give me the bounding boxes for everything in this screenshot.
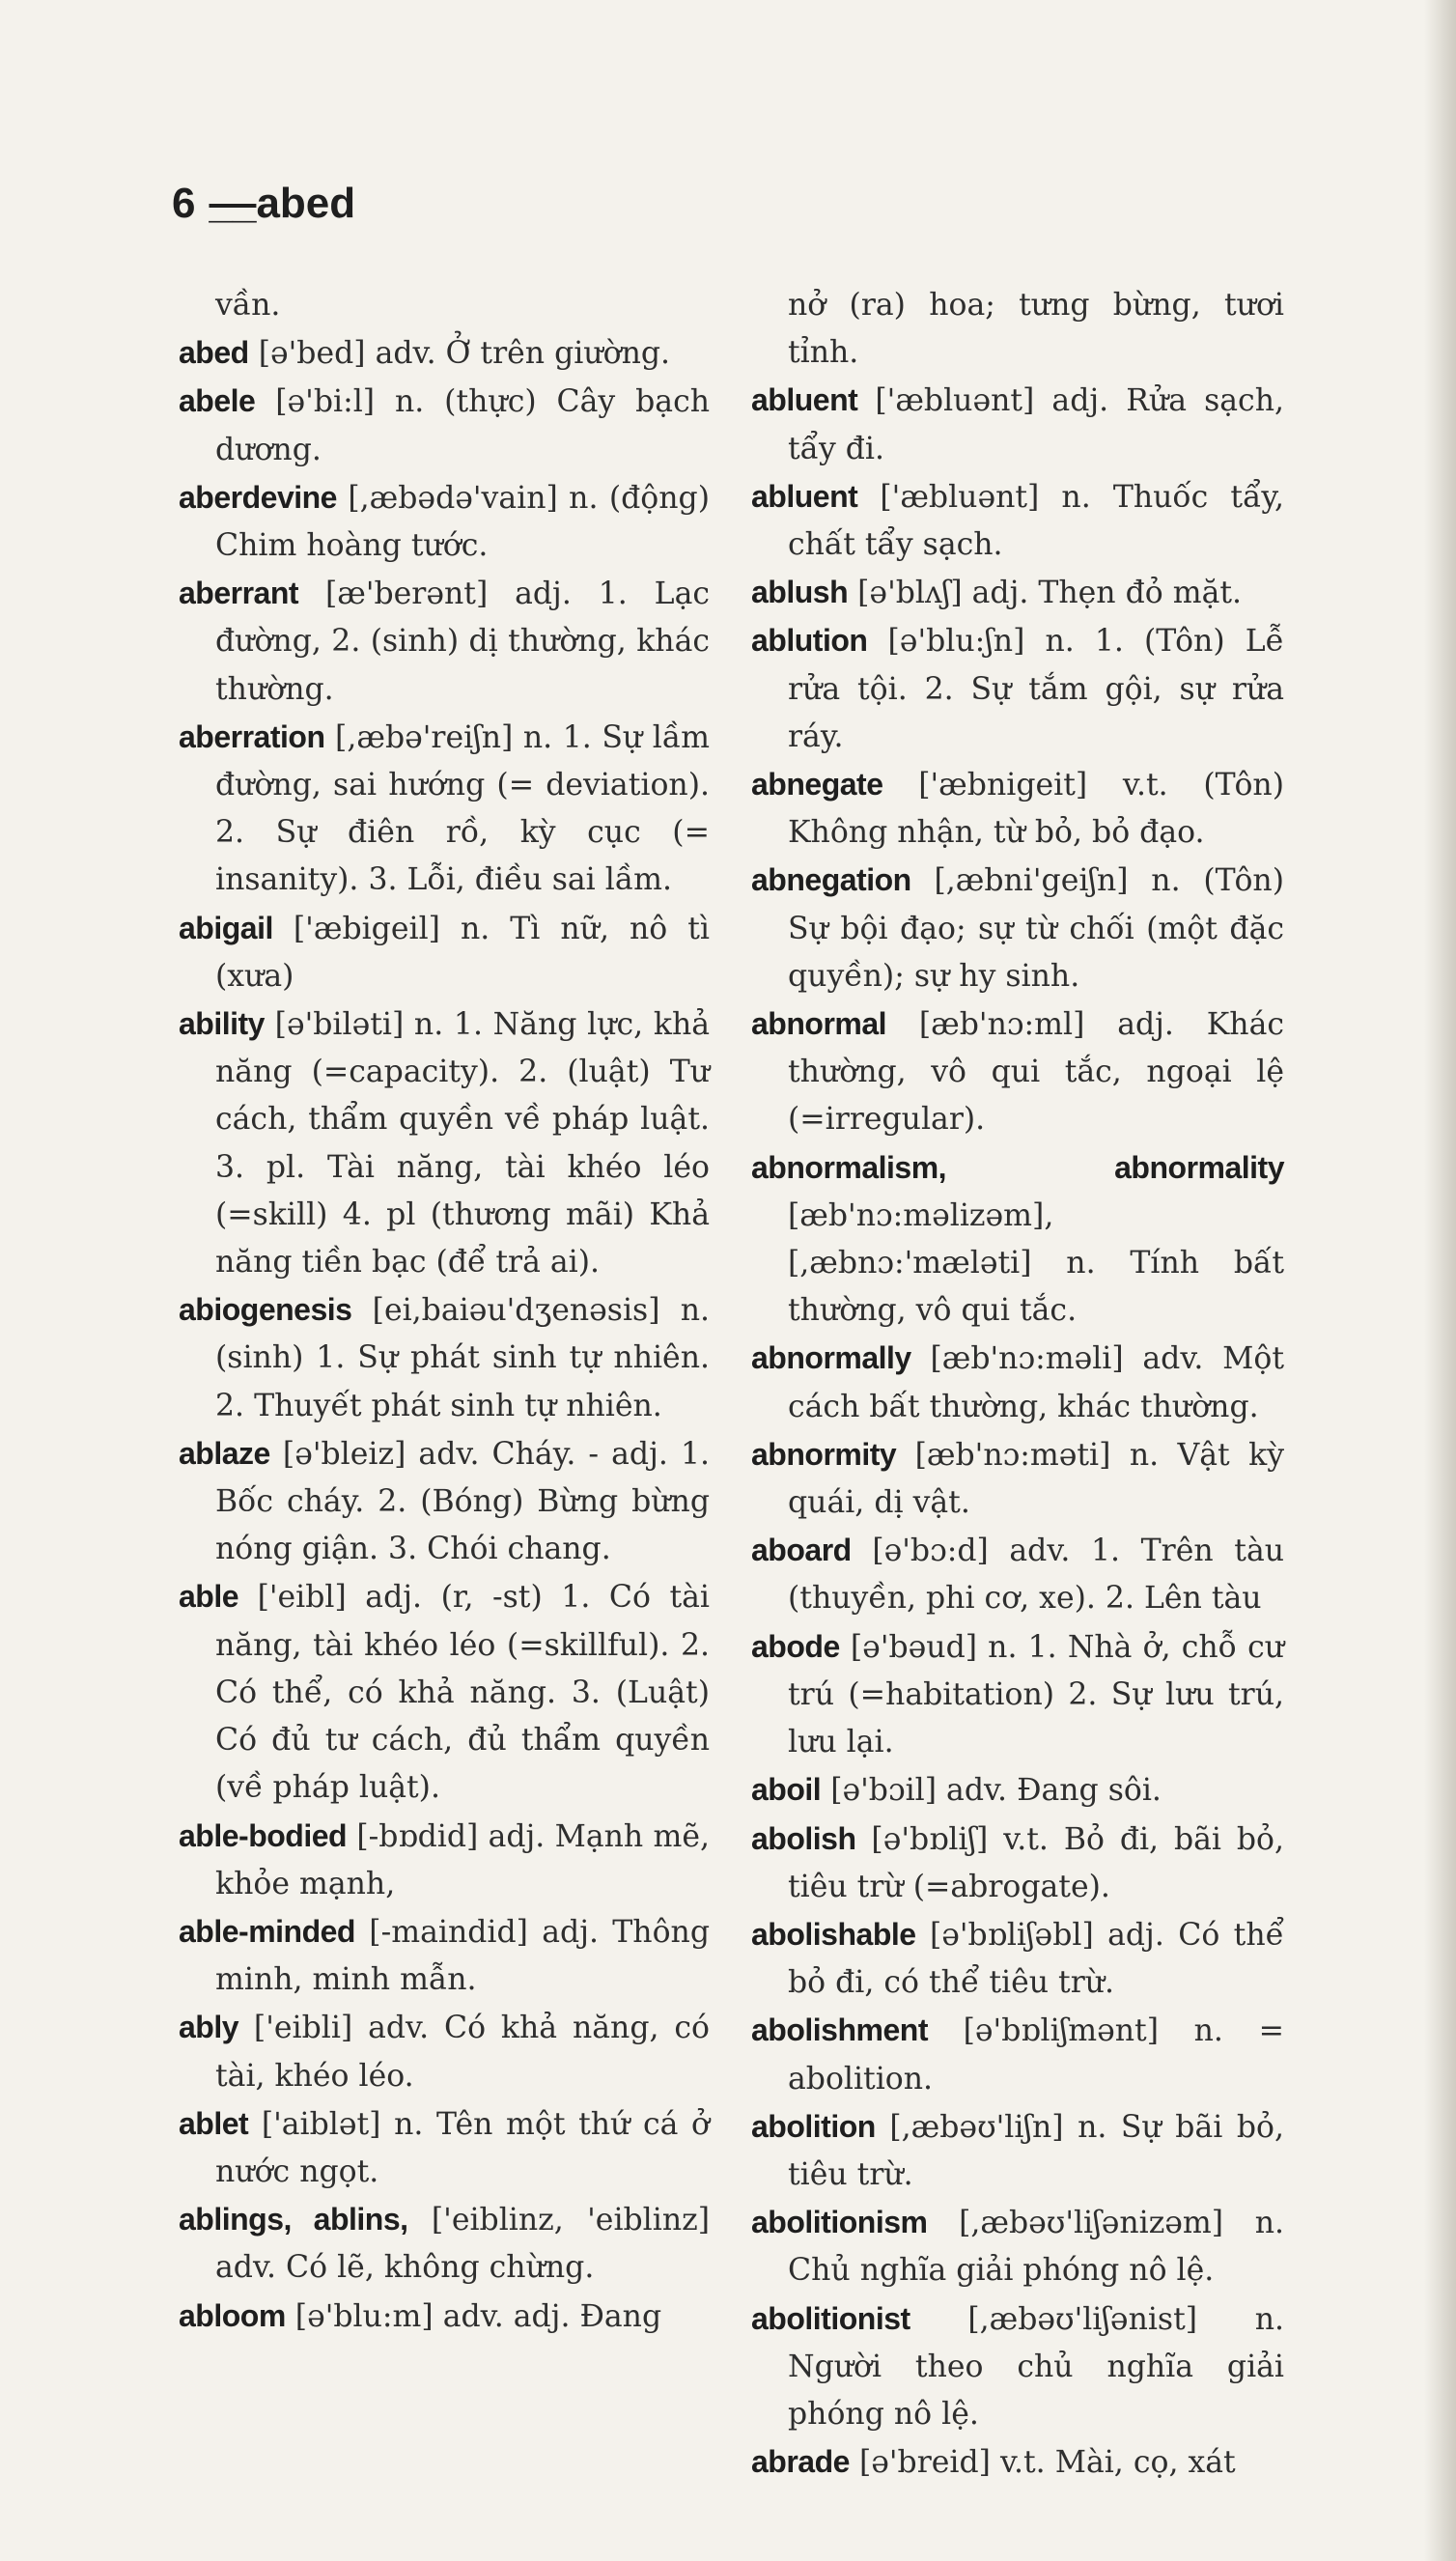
entry-headword: aboard bbox=[751, 1533, 852, 1568]
entry-headword: abloom bbox=[179, 2297, 286, 2333]
entry-headword: abolitionist bbox=[751, 2300, 910, 2336]
entry-definition: [ə'breid] v.t. Mài, cọ, xát bbox=[858, 2445, 1236, 2481]
entry-definition: [ə'bɔil] adv. Đang sôi. bbox=[830, 1773, 1162, 1809]
entry-definition: [,æbədə'vain] n. (động) Chim hoàng tước. bbox=[215, 480, 710, 564]
dictionary-entry bbox=[179, 2100, 710, 2196]
entry-headword: abolitionism bbox=[751, 2205, 928, 2240]
dictionary-entry bbox=[179, 1430, 710, 1574]
dictionary-entry bbox=[179, 329, 710, 378]
dictionary-entry bbox=[751, 1335, 1284, 1430]
entry-definition: [ə'bi:l] n. (thực) Cây bạch dương. bbox=[215, 384, 710, 467]
dictionary-entry bbox=[751, 2438, 1284, 2487]
entry-definition: [ə'bɒliʃmənt] n. = abolition. bbox=[788, 2013, 1284, 2097]
entry-headword: abode bbox=[751, 1628, 840, 1664]
entry-definition: [ə'blʌʃ] adj. Thẹn đỏ mặt. bbox=[857, 576, 1243, 611]
entry-definition: [,æbəʊ'liʃənizəm] n. Chủ nghĩa giải phóng nô lệ. bbox=[788, 2206, 1285, 2289]
dictionary-entry bbox=[179, 2196, 710, 2292]
dictionary-entry bbox=[751, 761, 1284, 857]
dictionary-entry bbox=[179, 1908, 710, 2004]
entry-definition: [æb'nɔ:məti] n. Vật kỳ quái, dị vật. bbox=[788, 1437, 1284, 1521]
dictionary-entry bbox=[179, 905, 710, 1000]
entry-definition: [,æbni'geiʃn] n. (Tôn) Sự bội đạo; sự từ chối (một đặc quyền); sự hy sinh. bbox=[788, 863, 1284, 994]
dictionary-entry bbox=[751, 1000, 1284, 1144]
entry-headword: able bbox=[179, 1579, 239, 1615]
page-header bbox=[172, 180, 355, 228]
entry-headword: ablings, ablins, bbox=[179, 2202, 408, 2237]
entry-definition: [ə'bed] adv. Ở trên giường. bbox=[258, 336, 671, 372]
entry-definition: [ə'bɒliʃəbl] adj. Có thể bỏ đi, có thể tiêu trừ. bbox=[788, 1917, 1284, 2001]
entry-headword: abolish bbox=[751, 1820, 856, 1856]
entry-headword: abnormally bbox=[751, 1340, 911, 1376]
dictionary-entry bbox=[179, 2293, 710, 2341]
entry-definition: [ə'blu:ʃn] n. 1. (Tôn) Lễ rửa tội. 2. Sự tắm gội, sự rửa ráy. bbox=[788, 624, 1285, 754]
entry-definition: [-maindid] adj. Thông minh, minh mẫn. bbox=[215, 1914, 711, 1998]
entry-headword: abluent bbox=[751, 478, 858, 514]
entry-headword: aberration bbox=[179, 718, 325, 754]
entry-headword: ably bbox=[179, 2010, 239, 2045]
entry-definition: [æb'nɔ:məlizəm], [,æbnɔ:'mæləti] n. Tính bất thường, vô qui tắc. bbox=[788, 1197, 1284, 1329]
entry-definition: nở (ra) hoa; tưng bừng, tươi tỉnh. bbox=[788, 288, 1284, 371]
entry-definition: ['æbnigeit] v.t. (Tôn) Không nhận, từ bỏ, bỏ đạo. bbox=[788, 768, 1284, 851]
dictionary-entry bbox=[751, 2199, 1284, 2294]
dictionary-entry bbox=[751, 2007, 1284, 2102]
page-number: 6 bbox=[172, 180, 196, 227]
dictionary-entry bbox=[179, 714, 710, 905]
entry-headword: abnegate bbox=[751, 767, 883, 802]
dictionary-entry bbox=[751, 569, 1284, 617]
entry-headword: ability bbox=[179, 1006, 265, 1042]
entry-headword: abnormal bbox=[751, 1006, 887, 1042]
dictionary-entry bbox=[179, 1813, 710, 1908]
entry-headword: abnormalism, abnormality bbox=[751, 1149, 1284, 1185]
entry-headword: able-bodied bbox=[179, 1817, 348, 1853]
entry-headword: abiogenesis bbox=[179, 1292, 352, 1328]
dictionary-entry bbox=[751, 377, 1284, 472]
entry-headword: ablet bbox=[179, 2105, 249, 2141]
left-column bbox=[179, 282, 710, 2341]
entry-definition: [ə'bleiz] adv. Cháy. - adj. 1. Bốc cháy. 2. (Bóng) Bừng bừng nóng giận. 3. Chói chang. bbox=[215, 1436, 710, 1567]
entry-definition: [æb'nɔ:ml] adj. Khác thường, vô qui tắc, ngoại lệ (=irregular). bbox=[788, 1007, 1284, 1138]
entry-headword: abolishable bbox=[751, 1916, 916, 1952]
entry-headword: ablush bbox=[751, 575, 849, 610]
dictionary-entry bbox=[751, 2295, 1284, 2439]
entry-definition: vần. bbox=[215, 288, 281, 323]
entry-definition: [æ'berənt] adj. 1. Lạc đường, 2. (sinh) dị thường, khác thường. bbox=[215, 577, 710, 707]
entry-definition: [ə'bɔ:d] adv. 1. Trên tàu (thuyền, phi cơ, xe). 2. Lên tàu bbox=[788, 1534, 1285, 1617]
right-column bbox=[751, 282, 1284, 2487]
dictionary-entry bbox=[751, 1911, 1284, 2007]
page-edge-shadow bbox=[1424, 0, 1456, 2561]
entry-definition: ['æbluənt] n. Thuốc tẩy, chất tẩy sạch. bbox=[788, 479, 1284, 563]
entry-headword: abolition bbox=[751, 2108, 876, 2144]
guide-word: __ abed bbox=[209, 180, 355, 228]
entry-headword: abolishment bbox=[751, 2012, 928, 2048]
entry-headword: aboil bbox=[751, 1772, 822, 1808]
dictionary-entry bbox=[751, 1144, 1284, 1336]
entry-definition: ['eiblinz, 'eiblinz] adv. Có lẽ, không chừng. bbox=[215, 2203, 710, 2286]
dictionary-entry bbox=[751, 1623, 1284, 1767]
entry-headword: ablution bbox=[751, 623, 868, 659]
entry-definition: [,æbə'reiʃn] n. 1. Sự lầm đường, sai hướng (= deviation). 2. Sự điên rồ, kỳ cục (= insanity). 3. Lỗi, điều sai lầm. bbox=[215, 719, 710, 898]
entry-headword: able-minded bbox=[179, 1913, 355, 1949]
entry-headword: abed bbox=[179, 335, 249, 371]
entry-definition: ['eibl] adj. (r, -st) 1. Có tài năng, tài khéo léo (=skillful). 2. Có thể, có khả năng. 3. (Luật) Có đủ tư cách, đủ thẩm quyền (về pháp luật). bbox=[215, 1580, 710, 1806]
continued-text bbox=[179, 282, 710, 329]
dictionary-entry bbox=[751, 1527, 1284, 1622]
dictionary-entry bbox=[751, 1815, 1284, 1911]
dictionary-entry bbox=[179, 378, 710, 473]
entry-definition: [-bɒdid] adj. Mạnh mẽ, khỏe mạnh, bbox=[215, 1818, 710, 1901]
dictionary-entry bbox=[179, 570, 710, 714]
entry-headword: abluent bbox=[751, 382, 858, 418]
dictionary-entry bbox=[751, 857, 1284, 1000]
dictionary-entry bbox=[751, 1766, 1284, 1815]
entry-definition: [æb'nɔ:məli] adv. Một cách bất thường, khác thường. bbox=[788, 1341, 1285, 1424]
entry-definition: [ei,baiəu'dʒenəsis] n. (sinh) 1. Sự phát sinh tự nhiên. 2. Thuyết phát sinh tự nhiên. bbox=[215, 1293, 710, 1423]
entry-definition: ['aiblət] n. Tên một thứ cá ở nước ngọt. bbox=[215, 2106, 710, 2189]
entry-headword: aberdevine bbox=[179, 479, 337, 515]
entry-headword: abnegation bbox=[751, 862, 911, 898]
entry-definition: [ə'bɒliʃ] v.t. Bỏ đi, bãi bỏ, tiêu trừ (=abrogate). bbox=[788, 1821, 1284, 1904]
entry-headword: aberrant bbox=[179, 576, 299, 611]
entry-definition: [ə'blu:m] adv. adj. Đang bbox=[294, 2298, 662, 2334]
entry-headword: abigail bbox=[179, 910, 273, 945]
entry-headword: abnormity bbox=[751, 1436, 897, 1472]
dictionary-entry bbox=[179, 474, 710, 570]
dictionary-entry bbox=[751, 473, 1284, 569]
dictionary-entry bbox=[179, 1286, 710, 1430]
entry-definition: ['eibli] adv. Có khả năng, có tài, khéo léo. bbox=[215, 2011, 710, 2094]
dictionary-entry bbox=[751, 1431, 1284, 1527]
continued-text bbox=[751, 282, 1284, 377]
entry-definition: ['æbigeil] n. Tì nữ, nô tì (xưa) bbox=[215, 911, 711, 994]
dictionary-entry bbox=[179, 1000, 710, 1286]
entry-definition: [,æbəʊ'liʃn] n. Sự bãi bỏ, tiêu trừ. bbox=[788, 2109, 1285, 2192]
dictionary-entry bbox=[751, 617, 1284, 761]
dictionary-entry bbox=[179, 1573, 710, 1812]
entry-definition: [ə'bəud] n. 1. Nhà ở, chỗ cư trú (=habitation) 2. Sự lưu trú, lưu lại. bbox=[788, 1629, 1285, 1760]
entry-definition: [ə'biləti] n. 1. Năng lực, khả năng (=capacity). 2. (luật) Tư cách, thẩm quyền về pháp luật. 3. pl. Tài năng, tài khéo léo (=skill) 4. pl (thương mãi) Khả năng tiền bạc (để trả ai). bbox=[215, 1007, 711, 1280]
entry-headword: abrade bbox=[751, 2444, 850, 2480]
entry-definition: ['æbluənt] adj. Rửa sạch, tẩy đi. bbox=[788, 383, 1284, 466]
dictionary-entry bbox=[179, 2004, 710, 2099]
entry-headword: abele bbox=[179, 383, 256, 419]
entry-headword: ablaze bbox=[179, 1435, 270, 1471]
entry-definition: [,æbəʊ'liʃənist] n. Người theo chủ nghĩa giải phóng nô lệ. bbox=[788, 2301, 1284, 2432]
dictionary-entry bbox=[751, 2103, 1284, 2199]
